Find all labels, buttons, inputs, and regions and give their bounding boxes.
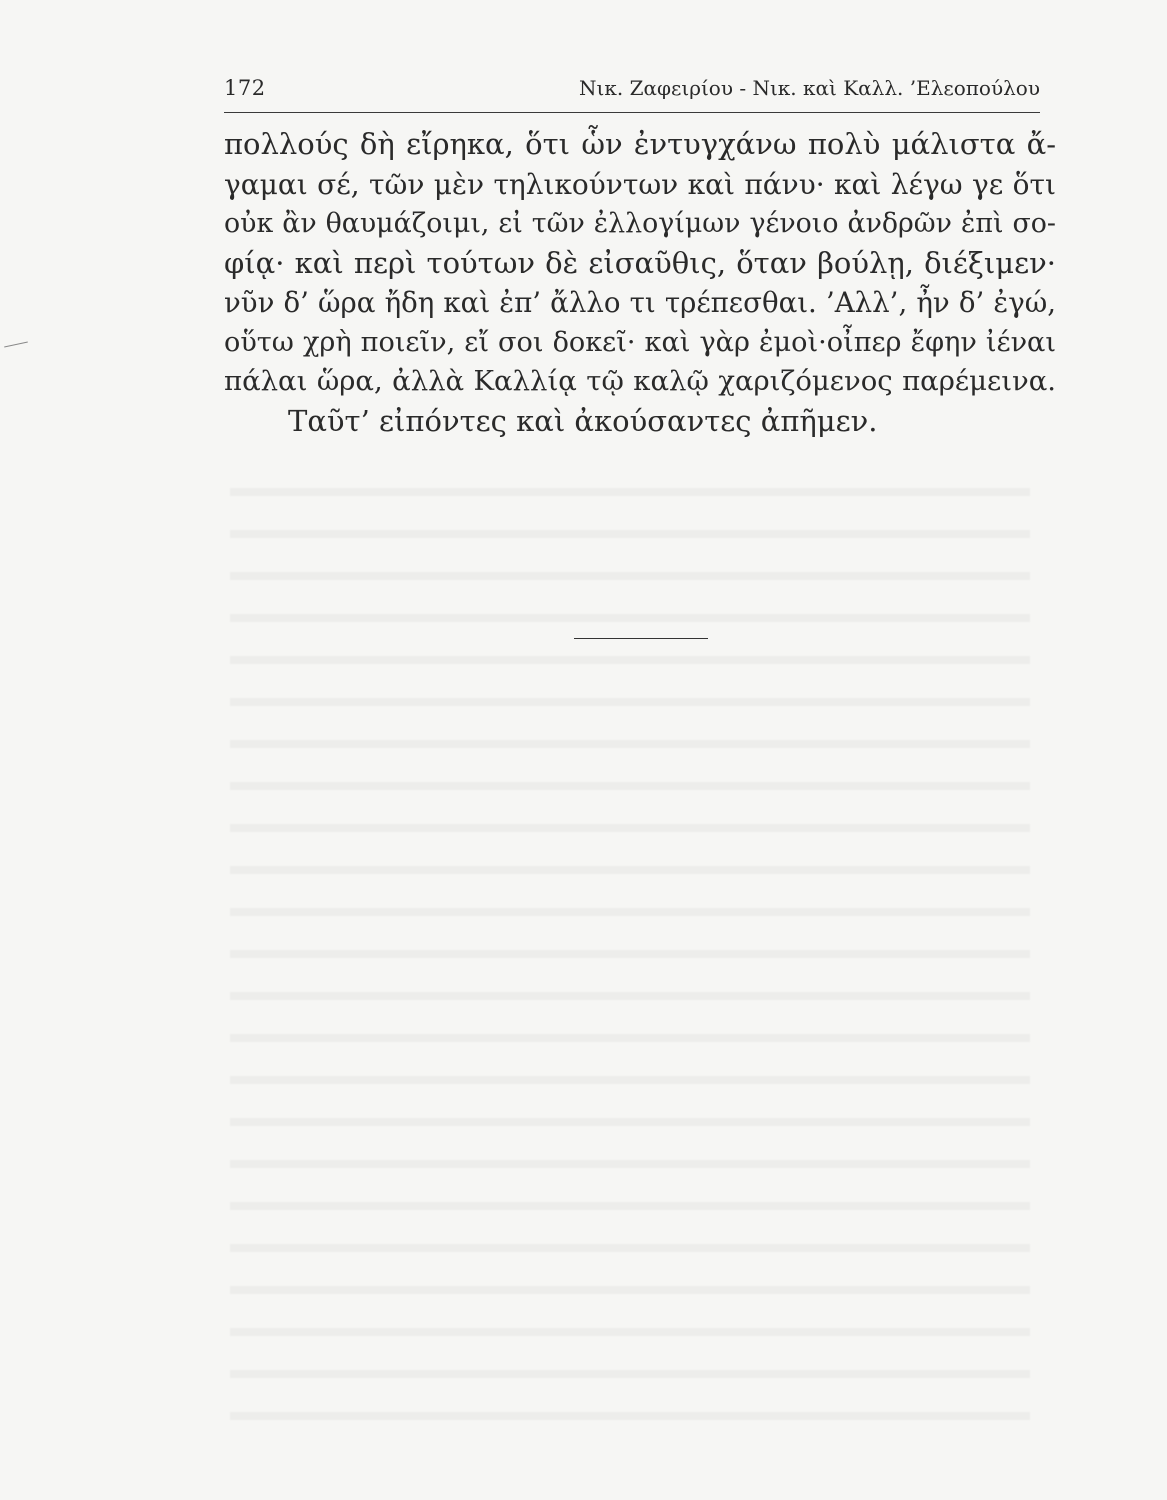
text-line: οὕτω χρὴ ποιεῖν, εἴ σοι δοκεῖ· καὶ γὰρ ἐμοὶ·οἶπερ ἔφην ἰέναι xyxy=(224,326,1056,358)
text-line: οὐκ ἂν θαυμάζοιμι, εἰ τῶν ἐλλογίμων γένοιο ἀνδρῶν ἐπὶ σο- xyxy=(224,208,1056,239)
margin-mark xyxy=(4,342,28,348)
page-header xyxy=(224,76,1040,113)
text-line: πολλούς δὴ εἴρηκα, ὅτι ὧν ἐντυγχάνω πολὺ μάλιστα ἄ- xyxy=(224,127,1056,161)
body-text xyxy=(224,125,1056,441)
text-line: πάλαι ὥρα, ἀλλὰ Καλλίᾳ τῷ καλῷ χαριζόμενος παρέμεινα. xyxy=(224,365,1056,397)
text-line: νῦν δ’ ὥρα ἤδη καὶ ἐπ’ ἄλλο τι τρέπεσθαι. ’Αλλ’, ἦν δ’ ἐγώ, xyxy=(224,286,1056,319)
running-head: Νικ. Ζαφειρίου - Νικ. καὶ Καλλ. ’Ελεοπούλου xyxy=(579,76,1040,100)
end-rule xyxy=(574,638,708,639)
bleed-through-texture xyxy=(230,470,1030,1420)
text-line: φίᾳ· καὶ περὶ τούτων δὲ εἰσαῦθις, ὅταν βούλῃ, διέξιμεν· xyxy=(224,245,1056,280)
text-line: γαμαι σέ, τῶν μὲν τηλικούντων καὶ πάνυ· καὶ λέγω γε ὅτι xyxy=(224,167,1056,201)
text-line-final: Ταῦτ’ εἰπόντες καὶ ἀκούσαντες ἀπῆμεν. xyxy=(288,403,878,438)
page-number: 172 xyxy=(224,76,266,100)
